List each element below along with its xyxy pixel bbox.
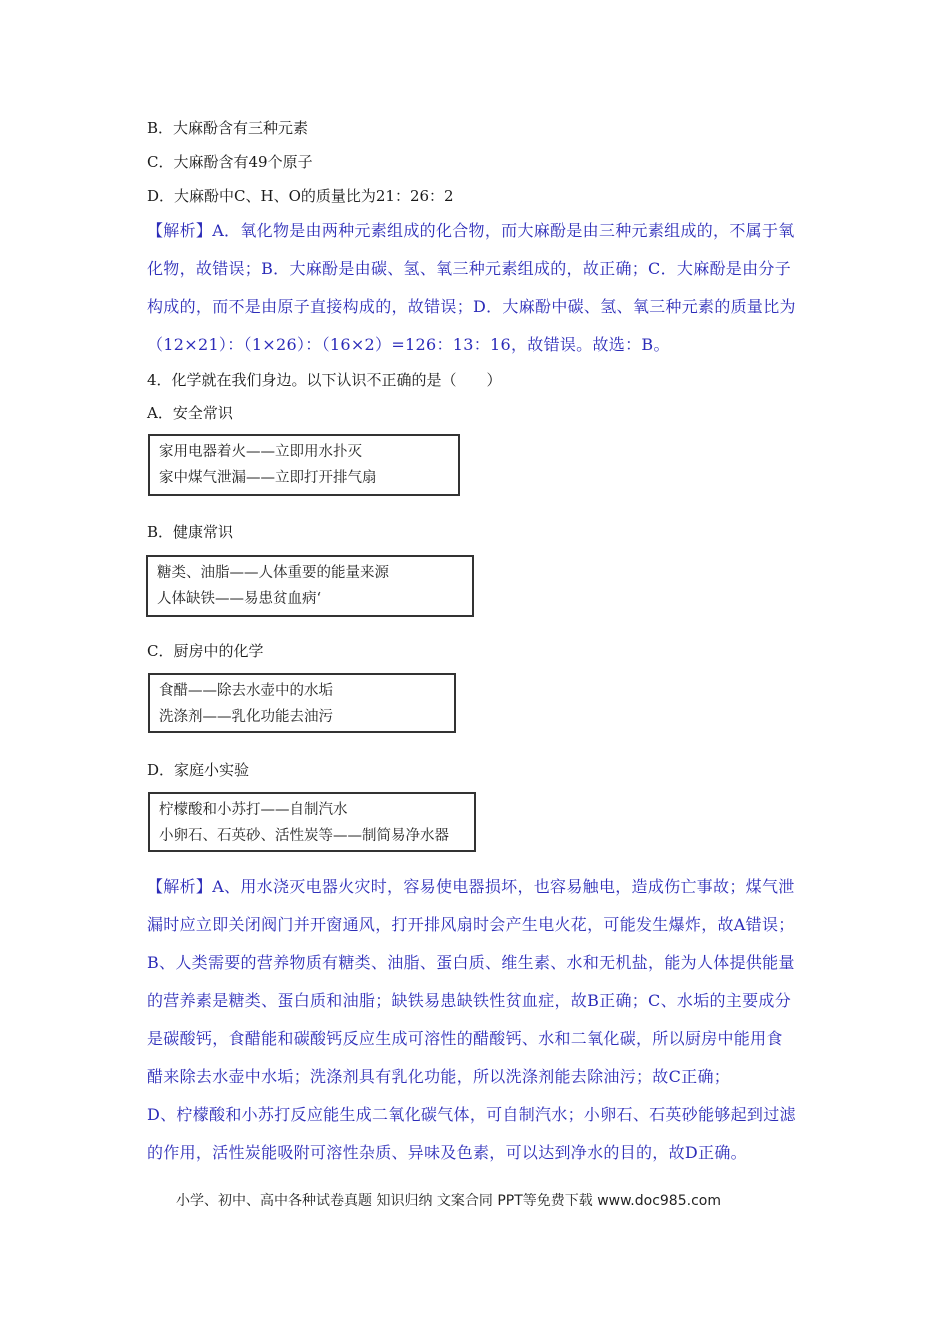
q4-analysis-line: 醋来除去水壶中水垢；洗涤剂具有乳化功能，所以洗涤剂能去除油污；故C正确； — [147, 1067, 731, 1086]
q3-analysis-line: （12×21）：（1×26）：（16×2）=126：13：16，故错误。故选：B。 — [147, 335, 670, 354]
q3-analysis — [147, 212, 807, 364]
q4-option-c-label: C．厨房中的化学 — [147, 642, 264, 660]
q4-analysis-line: 漏时应立即关闭阀门并开窗通风，打开排风扇时会产生电火花，可能发生爆炸，故A错误； — [147, 915, 795, 934]
q4-option-d-box — [148, 792, 476, 852]
q4-analysis-line: 【解析】A、用水浇灭电器火灾时，容易使电器损坏，也容易触电，造成伤亡事故；煤气泄 — [147, 877, 795, 896]
q4-option-a-box — [148, 434, 460, 496]
q3-analysis-line: 构成的，而不是由原子直接构成的，故错误；D．大麻酚中碳、氢、氧三种元素的质量比为 — [147, 297, 796, 316]
box-row: 家中煤气泄漏——立即打开排气扇 — [159, 470, 377, 486]
q3-option-c: C．大麻酚含有49个原子 — [147, 153, 313, 171]
box-row: 糖类、油脂——人体重要的能量来源 — [157, 565, 389, 581]
q4-analysis-line: 的作用，活性炭能吸附可溶性杂质、异味及色素，可以达到净水的目的，故D正确。 — [147, 1143, 747, 1162]
q4-option-b-label: B．健康常识 — [147, 523, 234, 541]
box-row: 食醋——除去水壶中的水垢 — [159, 683, 333, 699]
q4-option-c-box — [148, 673, 456, 733]
q3-analysis-line: 【解析】A．氧化物是由两种元素组成的化合物，而大麻酚是由三种元素组成的，不属于氧 — [147, 221, 795, 240]
box-row: 人体缺铁——易患贫血病‘ — [157, 591, 322, 607]
box-row: 小卵石、石英砂、活性炭等——制简易净水器 — [159, 828, 449, 844]
q3-option-d: D．大麻酚中C、H、O的质量比为21：26：2 — [147, 187, 454, 205]
q4-analysis-line: D、柠檬酸和小苏打反应能生成二氧化碳气体，可自制汽水；小卵石、石英砂能够起到过滤 — [147, 1105, 796, 1124]
q3-analysis-line: 化物，故错误；B．大麻酚是由碳、氢、氧三种元素组成的，故正确；C．大麻酚是由分子 — [147, 259, 792, 278]
box-row: 柠檬酸和小苏打——自制汽水 — [159, 802, 348, 818]
q4-analysis-line: B、人类需要的营养物质有糖类、油脂、蛋白质、维生素、水和无机盐，能为人体提供能量 — [147, 953, 795, 972]
q4-option-a-label: A．安全常识 — [147, 404, 233, 422]
q4-option-d-label: D．家庭小实验 — [147, 761, 250, 779]
box-row: 家用电器着火——立即用水扑灭 — [159, 444, 362, 460]
q4-option-b-box — [146, 555, 474, 617]
q3-option-b: B．大麻酚含有三种元素 — [147, 119, 309, 137]
page-footer: 小学、初中、高中各种试卷真题 知识归纳 文案合同 PPT等免费下载 www.doc985.com — [176, 1193, 721, 1209]
q4-analysis-line: 是碳酸钙，食醋能和碳酸钙反应生成可溶性的醋酸钙、水和二氧化碳，所以厨房中能用食 — [147, 1029, 783, 1048]
q4-stem: 4．化学就在我们身边。以下认识不正确的是（ ） — [147, 371, 502, 389]
q4-analysis — [147, 868, 807, 1172]
box-row: 洗涤剂——乳化功能去油污 — [159, 709, 333, 725]
q4-analysis-line: 的营养素是糖类、蛋白质和油脂；缺铁易患缺铁性贫血症，故B正确；C、水垢的主要成分 — [147, 991, 792, 1010]
